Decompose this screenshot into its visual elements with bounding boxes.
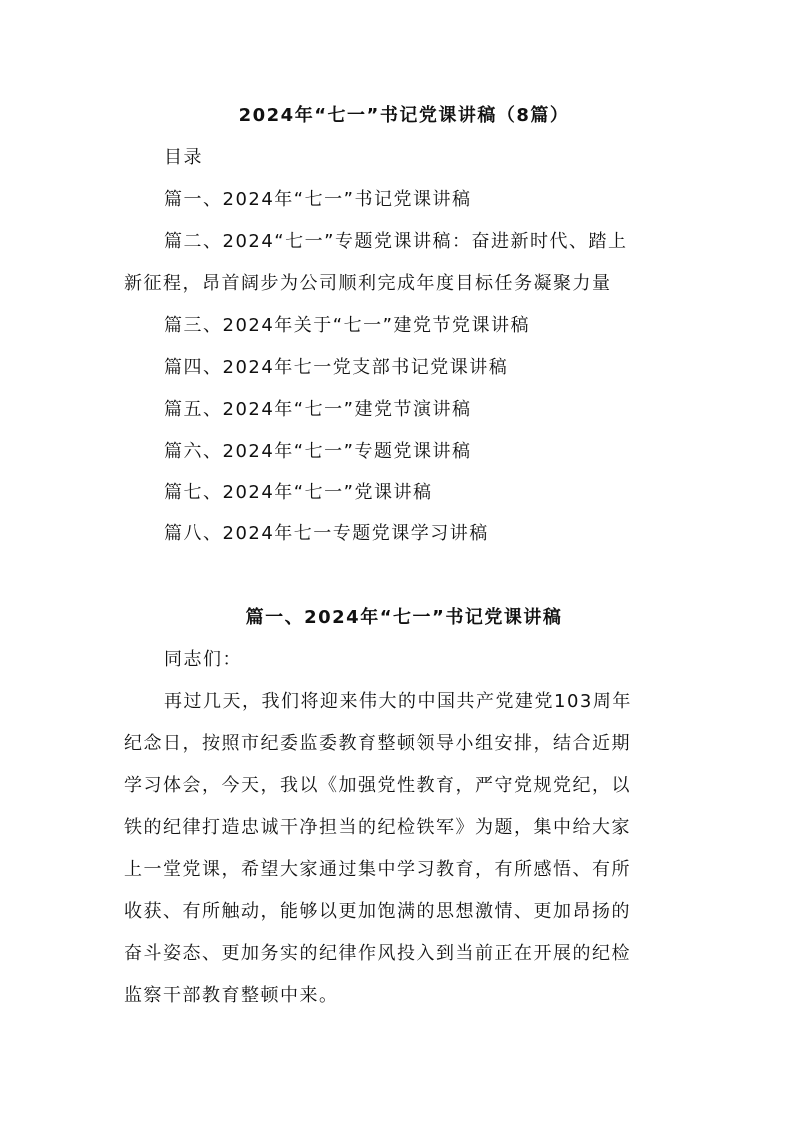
document-title: 2024年“七一”书记党课讲稿（8篇） [238,105,570,126]
toc-item-1: 篇一、2024年“七一”书记党课讲稿 [164,189,472,210]
toc-item-3: 篇三、2024年关于“七一”建党节党课讲稿 [164,315,530,336]
section-heading: 篇一、2024年“七一”书记党课讲稿 [245,607,563,628]
toc-item-2-cont: 新征程，昂首阔步为公司顺利完成年度目标任务凝聚力量 [124,273,612,294]
paragraph-line: 纪念日，按照市纪委监委教育整顿领导小组安排，结合近期 [124,733,631,754]
paragraph-line: 铁的纪律打造忠诚干净担当的纪检铁军》为题，集中给大家 [124,817,631,838]
toc-item-8: 篇八、2024年七一专题党课学习讲稿 [164,523,489,544]
paragraph-line: 上一堂党课，希望大家通过集中学习教育，有所感悟、有所 [124,859,631,880]
toc-item-2: 篇二、2024“七一”专题党课讲稿：奋进新时代、踏上 [164,231,628,252]
salutation: 同志们： [164,649,242,670]
paragraph-line: 奋斗姿态、更加务实的纪律作风投入到当前正在开展的纪检 [124,943,631,964]
paragraph-line: 再过几天，我们将迎来伟大的中国共产党建党103周年 [164,691,632,712]
paragraph-line: 学习体会，今天，我以《加强党性教育，严守党规党纪，以 [124,775,631,796]
toc-item-6: 篇六、2024年“七一”专题党课讲稿 [164,441,472,462]
toc-item-4: 篇四、2024年七一党支部书记党课讲稿 [164,357,509,378]
toc-item-7: 篇七、2024年“七一”党课讲稿 [164,482,433,503]
toc-heading: 目录 [164,147,203,168]
toc-item-5: 篇五、2024年“七一”建党节演讲稿 [164,399,472,420]
paragraph-line: 监察干部教育整顿中来。 [124,985,339,1006]
paragraph-line: 收获、有所触动，能够以更加饱满的思想激情、更加昂扬的 [124,901,631,922]
